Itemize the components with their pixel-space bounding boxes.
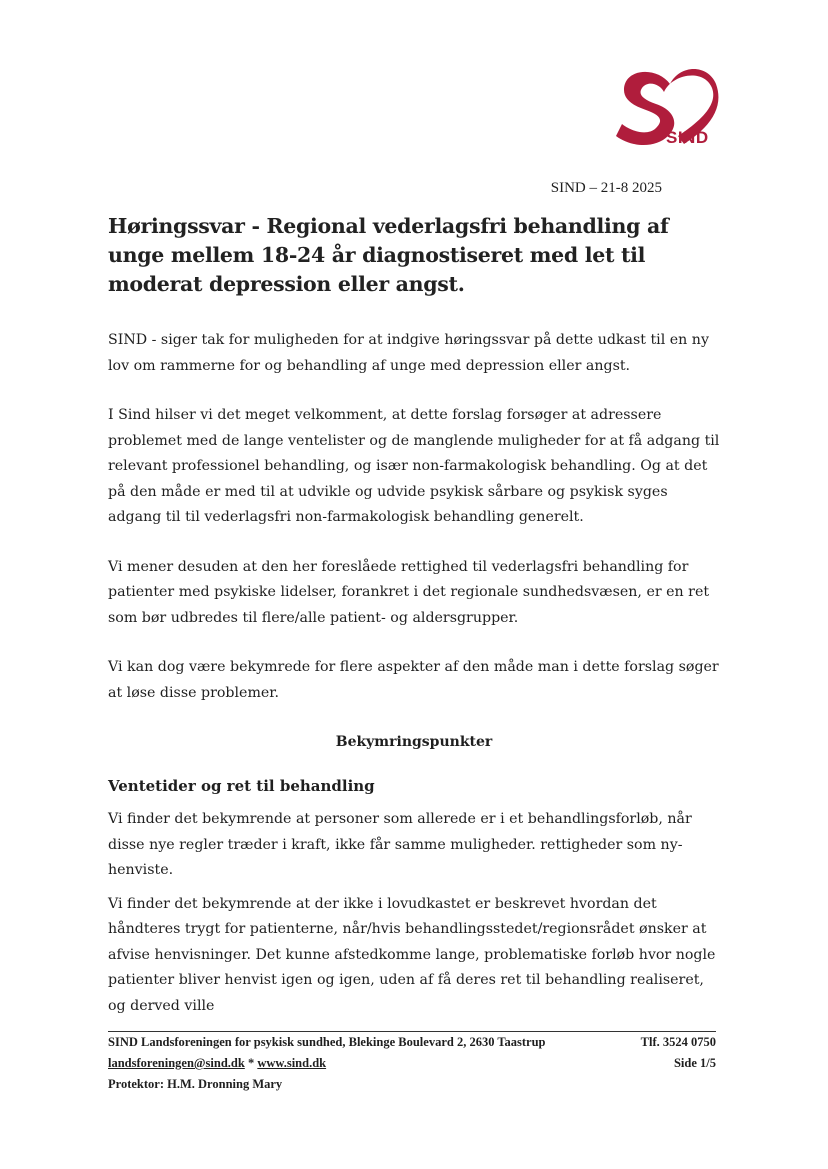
logo-brand-text: SIND bbox=[666, 128, 709, 147]
footer-email-link[interactable]: landsforeningen@sind.dk bbox=[108, 1056, 245, 1070]
section-heading: Bekymringspunkter bbox=[335, 734, 493, 750]
footer-org: SIND Landsforeningen for psykisk sundhed, Blekinge Boulevard 2, 2630 Taastrup bbox=[108, 1035, 546, 1049]
paragraph-existing-patients: Vi finder det bekymrende at personer som allerede er i et behandlingsforløb, når disse nye regler træder i kraft, ikke får samme muligheder. rettigheder som ny-henviste. bbox=[108, 811, 692, 878]
footer-separator: * bbox=[247, 1056, 255, 1070]
paragraph-concerns: Vi kan dog være bekymrede for flere aspekter af den måde man i dette forslag søger at løse disse problemer. bbox=[108, 659, 719, 701]
footer-web-link[interactable]: www.sind.dk bbox=[257, 1056, 327, 1070]
sind-logo bbox=[612, 66, 722, 156]
footer-patron: Protektor: H.M. Dronning Mary bbox=[108, 1077, 283, 1091]
footer-phone: Tlf. 3524 0750 bbox=[640, 1035, 716, 1049]
footer-page-number: Side 1/5 bbox=[673, 1056, 716, 1070]
dateline: SIND – 21-8 2025 bbox=[550, 180, 662, 196]
document-title: Høringssvar - Regional vederlagsfri behandling af unge mellem 18-24 år diagnostiseret med let til moderat depression eller angst. bbox=[108, 214, 669, 296]
subsection-heading: Ventetider og ret til behandling bbox=[108, 776, 375, 795]
paragraph-intro: SIND - siger tak for muligheden for at indgive høringssvar på dette udkast til en ny lov om rammerne for og behandling af unge med depression eller angst. bbox=[108, 332, 709, 374]
document-body bbox=[108, 328, 720, 1019]
page-footer bbox=[108, 1031, 716, 1095]
paragraph-welcome: I Sind hilser vi det meget velkomment, at dette forslag forsøger at adressere problemet med de lange ventelister og de manglende muligheder for at få adgang til relevant professionel behandling, og især non-farmakologisk behandling. Og at det på den måde er med til at udvikle og udvide psykisk sårbare og psykisk syges adgang til til vederlagsfri non-farmakologisk behandling generelt. bbox=[108, 407, 720, 525]
paragraph-referrals: Vi finder det bekymrende at der ikke i lovudkastet er beskrevet hvordan det håndteres trygt for patienterne, når/hvis behandlingsstedet/regionsrådet ønsker at afvise henvisninger. Det kunne afstedkomme lange, problematiske forløb hvor nogle patienter bliver henvist igen og igen, uden af få deres ret til behandling realiseret, og derved ville bbox=[108, 895, 716, 1014]
paragraph-rights: Vi mener desuden at den her foreslåede rettighed til vederlagsfri behandling for patienter med psykiske lidelser, forankret i det regionale sundhedsvæsen, er en ret som bør udbredes til flere/alle patient- og aldersgrupper. bbox=[108, 558, 710, 626]
